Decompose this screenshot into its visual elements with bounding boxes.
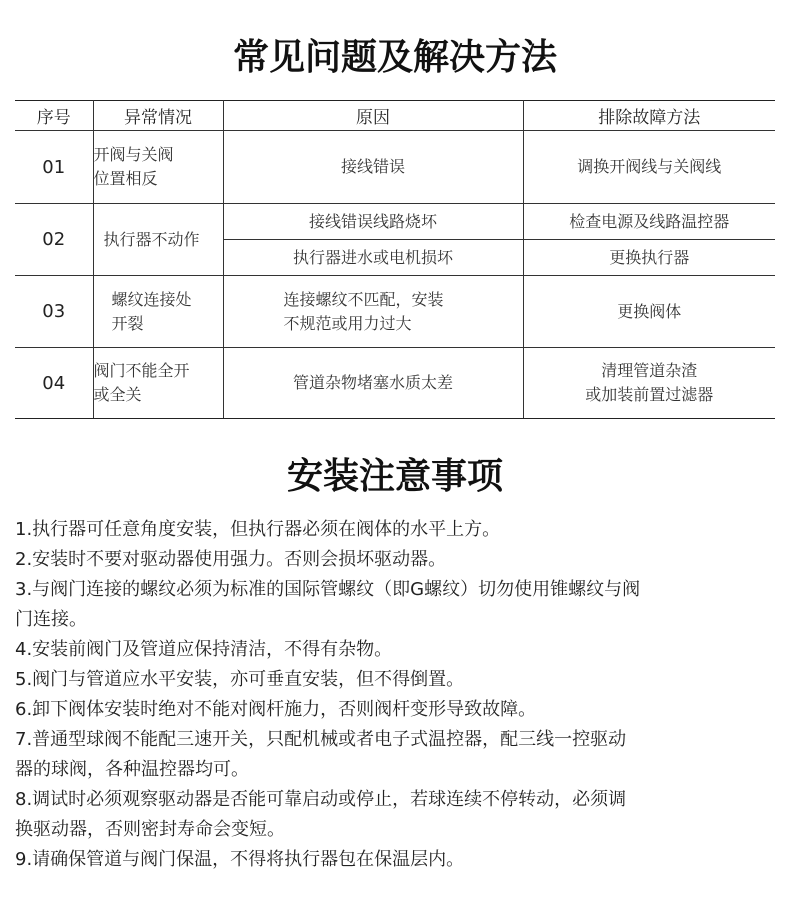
troubleshooting-title: 常见问题及解决方法 [232,36,557,78]
header-cause: 原因 [223,101,523,131]
table-row [15,276,775,348]
note-line: 3.与阀门连接的螺纹必须为标准的国际管螺纹（即G螺纹）切勿使用锥螺纹与阀 [15,579,641,600]
note-line: 7.普通型球阀不能配三速开关，只配机械或者电子式温控器，配三线一控驱动 [15,729,627,750]
row-symptom: 执行器不动作 [93,204,223,276]
row-fix: 更换阀体 [523,276,775,348]
installation-notes-list [15,515,780,875]
row-cause: 接线错误 [223,131,523,204]
row-cause [223,276,523,348]
fix-text: 清理管道杂渣 或加装前置过滤器 [585,361,714,404]
cause-text: 连接螺纹不匹配，安装 不规范或用力过大 [283,289,444,333]
note-line: 1.执行器可任意角度安装，但执行器必须在阀体的水平上方。 [15,519,501,540]
symptom-text: 阀门不能全开 或全关 [93,361,190,404]
note-line: 6.卸下阀体安装时绝对不能对阀杆施力，否则阀杆变形导致故障。 [15,699,537,720]
header-fix: 排除故障方法 [523,101,775,131]
table-row [15,348,775,419]
note-line: 4.安装前阀门及管道应保持清洁，不得有杂物。 [15,639,393,660]
table-row [15,131,775,204]
row-symptom [93,276,223,348]
row-number: 02 [15,204,93,276]
row-number: 03 [15,276,93,348]
row-number: 01 [15,131,93,204]
row-symptom [93,131,223,204]
note-line: 器的球阀，各种温控器均可。 [15,759,249,780]
row-fix: 检查电源及线路温控器 [523,204,775,240]
symptom-text: 开阀与关阀 位置相反 [93,145,174,188]
table-row [15,204,775,240]
header-symptom: 异常情况 [93,101,223,131]
symptom-text: 螺纹连接处 开裂 [111,289,192,333]
note-line: 2.安装时不要对驱动器使用强力。否则会损坏驱动器。 [15,549,447,570]
note-line: 9.请确保管道与阀门保温，不得将执行器包在保温层内。 [15,849,465,870]
row-fix: 调换开阀线与关阀线 [523,131,775,204]
note-line: 5.阀门与管道应水平安装，亦可垂直安装，但不得倒置。 [15,669,465,690]
note-line: 门连接。 [15,609,87,630]
row-cause: 管道杂物堵塞水质太差 [223,348,523,419]
note-line: 换驱动器，否则密封寿命会变短。 [15,819,285,840]
row-fix [523,348,775,419]
row-cause: 执行器进水或电机损坏 [223,240,523,276]
row-fix: 更换执行器 [523,240,775,276]
note-line: 8.调试时必须观察驱动器是否能可靠启动或停止，若球连续不停转动，必须调 [15,789,627,810]
row-cause: 接线错误线路烧坏 [223,204,523,240]
troubleshooting-table [15,100,775,419]
installation-notes-title: 安装注意事项 [286,455,503,497]
row-symptom [93,348,223,419]
header-number: 序号 [15,101,93,131]
row-number: 04 [15,348,93,419]
table-header-row [15,101,775,131]
